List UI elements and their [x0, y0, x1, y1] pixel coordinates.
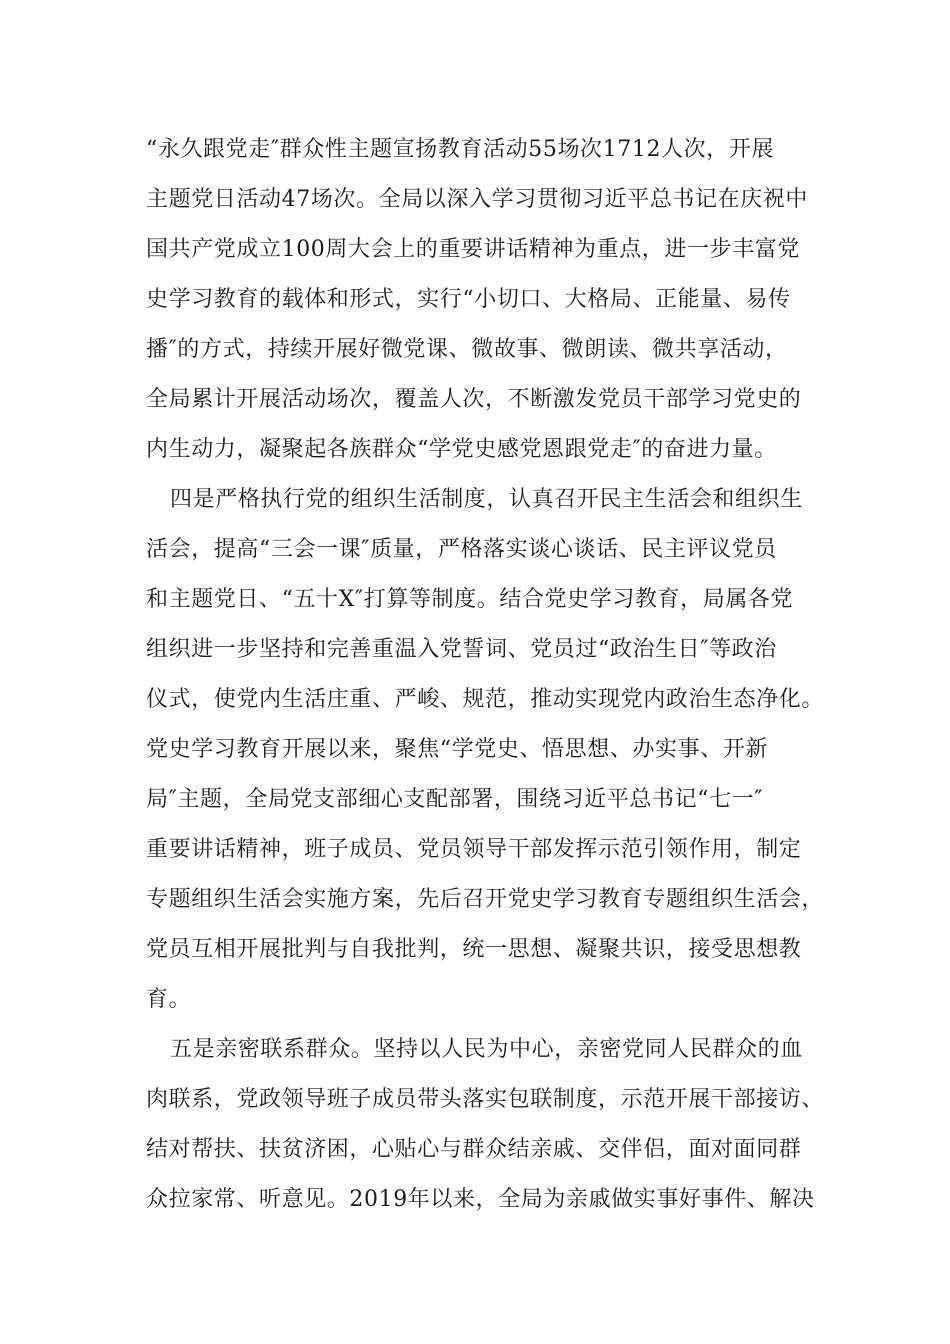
text-line: 活会，提高“三会一课″质量，严格落实谈心谈话、民主评议党员 [146, 537, 777, 562]
text-line: 主题党日活动47场次。全局以深入学习贯彻习近平总书记在庆祝中 [146, 187, 808, 212]
paragraph-start-line: 四是严格执行党的组织生活制度，认真召开民主生活会和组织生 [170, 487, 803, 512]
text-line: 和主题党日、“五十X″打算等制度。结合党史学习教育，局属各党 [146, 587, 794, 612]
text-line: 结对帮扶、扶贫济困，心贴心与群众结亲戚、交伴侣，面对面同群 [146, 1137, 802, 1162]
text-line: 专题组织生活会实施方案，先后召开党史学习教育专题组织生活会， [146, 887, 825, 912]
text-line: 史学习教育的载体和形式，实行“小切口、大格局、正能量、易传 [146, 287, 791, 312]
text-line: 重要讲话精神，班子成员、党员领导干部发挥示范引领作用，制定 [146, 837, 802, 862]
text-line: 局″主题，全局党支部细心支配部署，围绕习近平总书记“七一″ [146, 787, 764, 812]
text-line: “永久跟党走″群众性主题宣扬教育活动55场次1712人次，开展 [146, 137, 775, 162]
text-line: 内生动力，凝聚起各族群众“学党史感党恩跟党走″的奋进力量。 [146, 437, 777, 462]
text-line: 党员互相开展批判与自我批判，统一思想、凝聚共识，接受思想教 [146, 937, 802, 962]
text-line: 育。 [146, 987, 192, 1012]
text-line: 组织进一步坚持和完善重温入党誓词、党员过“政治生日″等政治 [146, 637, 777, 662]
text-line: 国共产党成立100周大会上的重要讲话精神为重点，进一步丰富党 [146, 237, 800, 262]
text-line: 众拉家常、听意见。2019年以来，全局为亲戚做实事好事件、解决 [146, 1187, 815, 1212]
text-line: 仪式，使党内生活庄重、严峻、规范，推动实现党内政治生态净化。 [146, 687, 825, 712]
text-line: 全局累计开展活动场次，覆盖人次，不断激发党员干部学习党史的 [146, 387, 802, 412]
text-line: 播″的方式，持续开展好微党课、微故事、微朗读、微共享活动， [146, 337, 788, 362]
paragraph-start-line: 五是亲密联系群众。坚持以人民为中心，亲密党同人民群众的血 [170, 1037, 803, 1062]
text-line: 党史学习教育开展以来，聚焦“学党史、悟思想、办实事、开新 [146, 737, 769, 762]
text-line: 肉联系，党政领导班子成员带头落实包联制度，示范开展干部接访、 [146, 1087, 825, 1112]
